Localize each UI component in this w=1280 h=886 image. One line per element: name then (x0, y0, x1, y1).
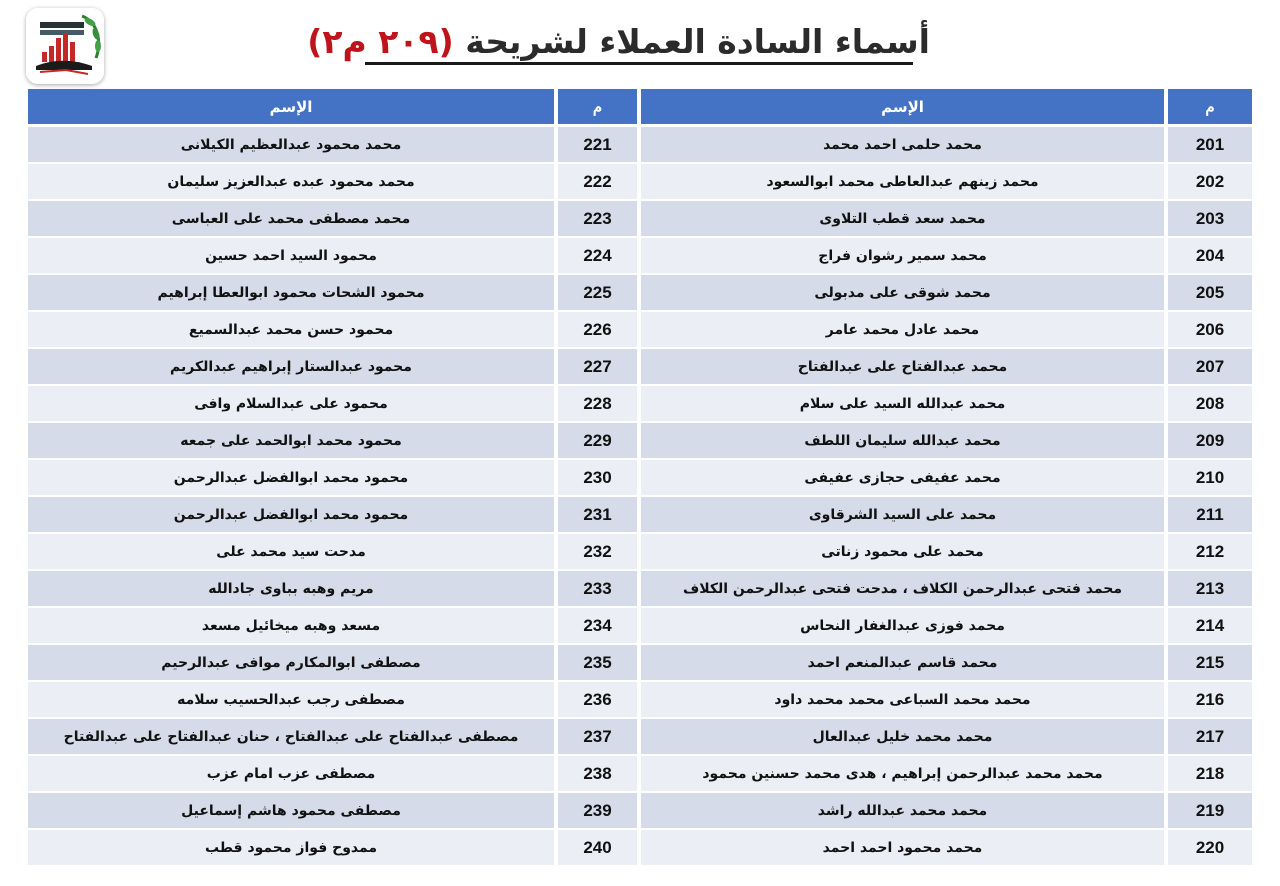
row-name-2: محمد محمود عبده عبدالعزيز سليمان (26, 164, 556, 201)
table-row (26, 349, 1254, 386)
row-name-2: محمود محمد ابوالحمد على جمعه (26, 423, 556, 460)
row-name-1: محمد فتحى عبدالرحمن الكلاف ، مدحت فتحى عبدالرحمن الكلاف (639, 571, 1166, 608)
table-row (26, 571, 1254, 608)
table-row (26, 793, 1254, 830)
row-number-2: 231 (556, 497, 639, 534)
row-number-2: 238 (556, 756, 639, 793)
row-name-2: محمود السيد احمد حسين (26, 238, 556, 275)
company-logo (26, 8, 104, 84)
row-number-2: 240 (556, 830, 639, 867)
table-body (26, 127, 1254, 867)
row-name-1: محمد محمد السباعى محمد محمد داود (639, 682, 1166, 719)
row-name-2: محمد محمود عبدالعظيم الكيلانى (26, 127, 556, 164)
table-row (26, 201, 1254, 238)
header-name-col-2: الإسم (26, 89, 556, 127)
row-number-1: 211 (1166, 497, 1254, 534)
row-number-1: 216 (1166, 682, 1254, 719)
table-row (26, 682, 1254, 719)
row-name-2: محمود الشحات محمود ابوالعطا إبراهيم (26, 275, 556, 312)
row-name-2: مصطفى رجب عبدالحسيب سلامه (26, 682, 556, 719)
header-num-col-2: م (556, 89, 639, 127)
row-name-1: محمد عادل محمد عامر (639, 312, 1166, 349)
row-number-2: 237 (556, 719, 639, 756)
row-number-2: 235 (556, 645, 639, 682)
table-row (26, 830, 1254, 867)
row-number-2: 239 (556, 793, 639, 830)
row-number-1: 207 (1166, 349, 1254, 386)
row-number-1: 205 (1166, 275, 1254, 312)
table-row (26, 386, 1254, 423)
row-name-1: محمد سعد قطب التلاوى (639, 201, 1166, 238)
row-number-1: 219 (1166, 793, 1254, 830)
row-name-1: محمد عفيفى حجازى عفيفى (639, 460, 1166, 497)
row-name-2: مصطفى ابوالمكارم موافى عبدالرحيم (26, 645, 556, 682)
row-number-2: 228 (556, 386, 639, 423)
table-row (26, 756, 1254, 793)
row-name-2: محمود حسن محمد عبدالسميع (26, 312, 556, 349)
title-underline (365, 62, 913, 65)
row-number-1: 206 (1166, 312, 1254, 349)
table-row (26, 497, 1254, 534)
row-name-2: محمود محمد ابوالفضل عبدالرحمن (26, 497, 556, 534)
row-number-2: 224 (556, 238, 639, 275)
row-name-2: محمود على عبدالسلام وافى (26, 386, 556, 423)
row-number-1: 202 (1166, 164, 1254, 201)
row-number-2: 225 (556, 275, 639, 312)
header-num-col-1: م (1166, 89, 1254, 127)
row-number-1: 215 (1166, 645, 1254, 682)
row-name-2: مريم وهبه بباوى جادالله (26, 571, 556, 608)
row-name-1: محمد حلمى احمد محمد (639, 127, 1166, 164)
row-name-2: محمود محمد ابوالفضل عبدالرحمن (26, 460, 556, 497)
row-name-1: محمد محمد عبدالله راشد (639, 793, 1166, 830)
row-name-1: محمد محمد خليل عبدالعال (639, 719, 1166, 756)
row-name-1: محمد عبدالفتاح على عبدالفتاح (639, 349, 1166, 386)
row-number-2: 226 (556, 312, 639, 349)
row-number-1: 218 (1166, 756, 1254, 793)
table-header-row (26, 89, 1254, 127)
row-number-2: 227 (556, 349, 639, 386)
row-number-2: 230 (556, 460, 639, 497)
page-title-main: أسماء السادة العملاء لشريحة (465, 22, 930, 61)
row-number-1: 201 (1166, 127, 1254, 164)
table-row (26, 645, 1254, 682)
row-number-1: 217 (1166, 719, 1254, 756)
row-name-1: محمد قاسم عبدالمنعم احمد (639, 645, 1166, 682)
row-name-2: مدحت سيد محمد على (26, 534, 556, 571)
row-name-1: محمد شوقى على مدبولى (639, 275, 1166, 312)
row-name-1: محمد فوزى عبدالغفار النحاس (639, 608, 1166, 645)
row-number-2: 234 (556, 608, 639, 645)
table-row (26, 312, 1254, 349)
row-number-2: 222 (556, 164, 639, 201)
row-number-2: 233 (556, 571, 639, 608)
table-row (26, 238, 1254, 275)
page-title (307, 16, 930, 68)
row-number-2: 223 (556, 201, 639, 238)
row-number-1: 203 (1166, 201, 1254, 238)
table-row (26, 534, 1254, 571)
row-name-2: محمود عبدالستار إبراهيم عبدالكريم (26, 349, 556, 386)
row-number-1: 204 (1166, 238, 1254, 275)
row-name-1: محمد زينهم عبدالعاطى محمد ابوالسعود (639, 164, 1166, 201)
row-name-1: محمد على محمود زناتى (639, 534, 1166, 571)
table-row (26, 127, 1254, 164)
customers-table (26, 89, 1254, 867)
row-name-1: محمد على السيد الشرقاوى (639, 497, 1166, 534)
row-number-1: 220 (1166, 830, 1254, 867)
table-row (26, 608, 1254, 645)
row-name-2: ممدوح فواز محمود قطب (26, 830, 556, 867)
row-name-1: محمد سمير رشوان فراج (639, 238, 1166, 275)
row-number-2: 221 (556, 127, 639, 164)
table-row (26, 275, 1254, 312)
row-number-1: 212 (1166, 534, 1254, 571)
row-number-1: 208 (1166, 386, 1254, 423)
page-title-accent: (٢٠٩ م٢) (307, 22, 454, 61)
row-number-1: 209 (1166, 423, 1254, 460)
row-number-1: 213 (1166, 571, 1254, 608)
row-number-1: 210 (1166, 460, 1254, 497)
row-name-2: مصطفى عبدالفتاح على عبدالفتاح ، حنان عبدالفتاح على عبدالفتاح (26, 719, 556, 756)
row-name-1: محمد عبدالله السيد على سلام (639, 386, 1166, 423)
row-number-1: 214 (1166, 608, 1254, 645)
row-name-2: مصطفى محمود هاشم إسماعيل (26, 793, 556, 830)
header-name-col-1: الإسم (639, 89, 1166, 127)
row-name-1: محمد عبدالله سليمان اللطف (639, 423, 1166, 460)
row-number-2: 232 (556, 534, 639, 571)
row-name-2: محمد مصطفى محمد على العباسى (26, 201, 556, 238)
row-name-2: مسعد وهبه ميخائيل مسعد (26, 608, 556, 645)
row-name-2: مصطفى عزب امام عزب (26, 756, 556, 793)
row-name-1: محمد محمود احمد احمد (639, 830, 1166, 867)
table-row (26, 164, 1254, 201)
table-row (26, 460, 1254, 497)
table-row (26, 423, 1254, 460)
row-name-1: محمد محمد عبدالرحمن إبراهيم ، هدى محمد حسنين محمود (639, 756, 1166, 793)
table-row (26, 719, 1254, 756)
row-number-2: 229 (556, 423, 639, 460)
row-number-2: 236 (556, 682, 639, 719)
